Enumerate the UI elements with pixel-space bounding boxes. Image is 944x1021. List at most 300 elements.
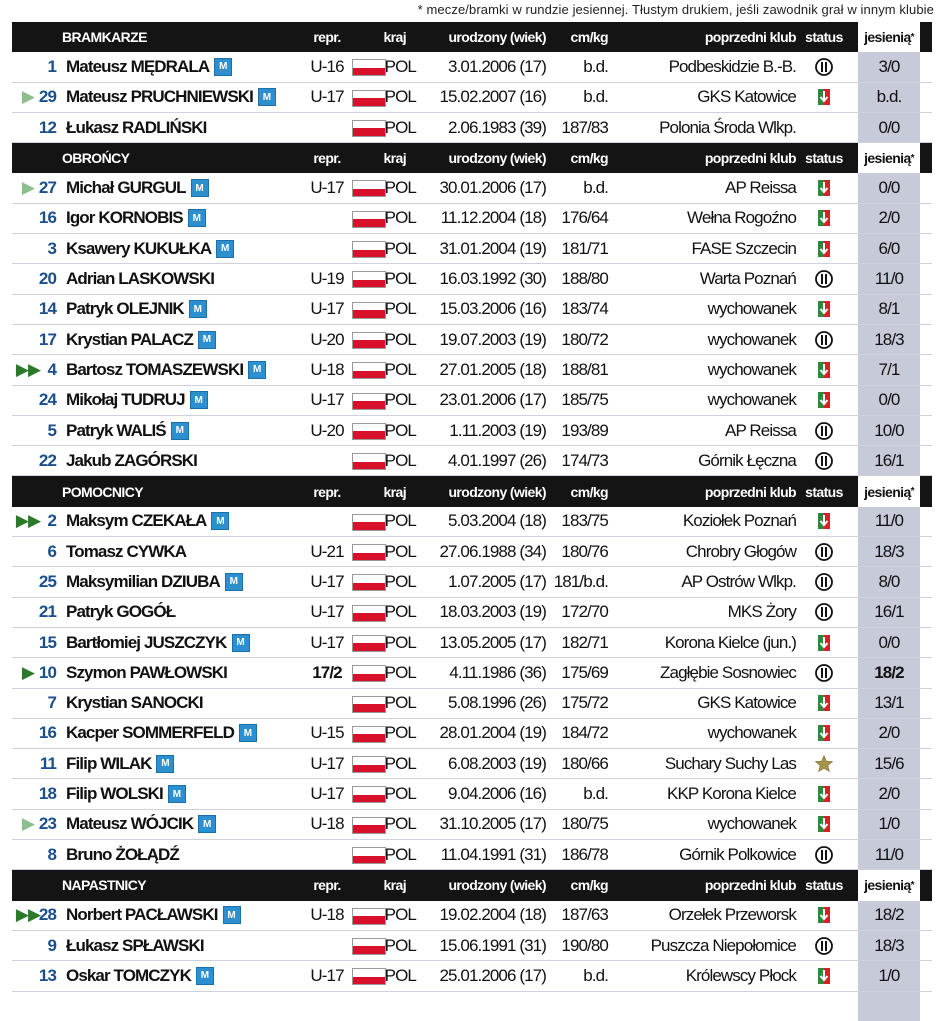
poland-flag-icon [352, 938, 386, 955]
player-name-text: Oskar TOMCZYK [66, 965, 191, 985]
player-name [66, 295, 207, 324]
autumn-stats: 10/0 [874, 420, 904, 440]
status-circle-icon [804, 325, 844, 354]
player-name [66, 689, 203, 718]
poland-flag-icon [352, 453, 386, 470]
poland-flag-icon [352, 756, 386, 773]
status-circle-icon [804, 52, 844, 81]
previous-club: Polonia Środa Wlkp. [659, 117, 796, 137]
player-name [66, 416, 189, 445]
flag-white [353, 121, 385, 129]
shirt-number: 3 [47, 238, 56, 258]
poland-flag-icon [352, 423, 386, 440]
section-title: BRAMKARZE [62, 29, 147, 46]
shirt-number: 29 [38, 87, 56, 107]
header-urodzony: urodzony (wiek) [448, 483, 546, 500]
player-name [66, 446, 197, 475]
player-name-text: Krystian SANOCKI [66, 693, 203, 713]
previous-club: FASE Szczecin [691, 238, 796, 258]
flag-white [353, 818, 385, 826]
player-name-text: Patryk GOGÓŁ [66, 602, 176, 622]
repr-value: U-17 [310, 632, 344, 652]
height-weight: 174/73 [561, 450, 608, 470]
section-header [12, 870, 932, 900]
transfer-arrow-icon: ▶▶ [15, 511, 41, 531]
birth-date: 19.07.2003 (19) [439, 329, 546, 349]
autumn-stats: 6/0 [878, 238, 900, 258]
transfer-arrow-icon: ▶ [21, 662, 35, 682]
header-jesienia [858, 22, 920, 52]
birth-date: 9.04.2006 (16) [448, 784, 546, 804]
repr-value: U-17 [310, 571, 344, 591]
birth-date: 28.01.2004 (19) [439, 723, 546, 743]
flag-red [353, 522, 385, 530]
status-down-icon [804, 204, 844, 233]
birth-date: 31.01.2004 (19) [439, 238, 546, 258]
player-name-text: Krystian PALACZ [66, 329, 193, 349]
repr-value: U-20 [310, 420, 344, 440]
status-down-icon [804, 719, 844, 748]
poland-flag-icon [352, 817, 386, 834]
header-poprzedni: poprzedni klub [704, 877, 796, 894]
birth-date: 31.10.2005 (17) [439, 814, 546, 834]
country: POL [384, 269, 416, 289]
player-row [12, 840, 932, 870]
youth-badge-icon: M [225, 573, 243, 591]
header-poprzedni: poprzedni klub [704, 29, 796, 46]
poland-flag-icon [352, 514, 386, 531]
player-row [12, 779, 932, 809]
flag-white [353, 939, 385, 947]
status-circle-icon [804, 598, 844, 627]
status-down-icon [804, 295, 844, 324]
birth-date: 19.02.2004 (18) [439, 905, 546, 925]
shirt-number: 13 [38, 965, 56, 985]
previous-club: Górnik Łęczna [698, 450, 796, 470]
height-weight: 183/75 [561, 511, 608, 531]
player-name [66, 658, 227, 687]
shirt-number: 9 [47, 935, 56, 955]
poland-flag-icon [352, 302, 386, 319]
flag-white [353, 787, 385, 795]
previous-club: wychowanek [707, 723, 796, 743]
repr-value [304, 113, 350, 142]
status-circle-icon [804, 264, 844, 293]
player-row [12, 689, 932, 719]
country: POL [384, 935, 416, 955]
repr-value [304, 689, 350, 718]
shirt-number: 16 [38, 723, 56, 743]
flag-white [353, 60, 385, 68]
height-weight: 193/89 [561, 420, 608, 440]
autumn-stats: 8/1 [878, 299, 900, 319]
flag-red [353, 946, 385, 954]
player-name-text: Mikołaj TUDRUJ [66, 390, 185, 410]
header-jesienia [858, 476, 920, 506]
player-row [12, 810, 932, 840]
shirt-number: 7 [47, 693, 56, 713]
status-down-icon [804, 234, 844, 263]
player-name [66, 810, 216, 839]
height-weight: 175/72 [561, 693, 608, 713]
poland-flag-icon [352, 696, 386, 713]
player-row [12, 295, 932, 325]
autumn-stats: 0/0 [878, 117, 900, 137]
repr-value: U-17 [310, 299, 344, 319]
previous-club: wychowanek [707, 814, 796, 834]
transfer-arrow-icon: ▶ [21, 87, 35, 107]
flag-white [353, 272, 385, 280]
country: POL [384, 723, 416, 743]
height-weight: 185/75 [561, 390, 608, 410]
autumn-stats: 2/0 [878, 208, 900, 228]
flag-red [353, 613, 385, 621]
birth-date: 11.04.1991 (31) [440, 844, 546, 864]
autumn-stats: 16/1 [874, 450, 904, 470]
status-down-icon [804, 901, 844, 930]
flag-red [353, 643, 385, 651]
header-poprzedni: poprzedni klub [704, 483, 796, 500]
autumn-stats: 18/3 [874, 541, 904, 561]
country: POL [384, 662, 416, 682]
autumn-stats: 2/0 [878, 784, 900, 804]
player-row [12, 628, 932, 658]
player-row [12, 507, 932, 537]
country: POL [384, 329, 416, 349]
player-name [66, 537, 186, 566]
country: POL [384, 178, 416, 198]
repr-value: U-16 [310, 56, 344, 76]
header-repr: repr. [313, 29, 341, 46]
status-down-icon [804, 386, 844, 415]
status-circle-icon [804, 446, 844, 475]
flag-red [353, 250, 385, 258]
status-circle-icon [804, 416, 844, 445]
header-urodzony: urodzony (wiek) [448, 877, 546, 894]
height-weight: 190/80 [561, 935, 608, 955]
birth-date: 23.01.2006 (17) [439, 390, 546, 410]
repr-value: U-18 [310, 359, 344, 379]
youth-badge-icon: M [198, 815, 216, 833]
player-row [12, 234, 932, 264]
height-weight: 172/70 [561, 602, 608, 622]
previous-club: Królewscy Płock [685, 965, 796, 985]
shirt-number: 6 [47, 541, 56, 561]
repr-value: U-18 [310, 814, 344, 834]
poland-flag-icon [352, 90, 386, 107]
previous-club: AP Ostrów Wlkp. [681, 571, 796, 591]
flag-white [353, 666, 385, 674]
poland-flag-icon [352, 180, 386, 197]
previous-club: KKP Korona Kielce [667, 784, 796, 804]
shirt-number: 21 [38, 602, 56, 622]
birth-date: 1.07.2005 (17) [448, 571, 546, 591]
youth-badge-icon: M [188, 209, 206, 227]
flag-red [353, 401, 385, 409]
poland-flag-icon [352, 635, 386, 652]
header-jesienia [858, 870, 920, 900]
autumn-stats: 7/1 [878, 359, 900, 379]
previous-club: Chrobry Głogów [685, 541, 796, 561]
previous-club: AP Reissa [725, 420, 796, 440]
poland-flag-icon [352, 393, 386, 410]
country: POL [384, 208, 416, 228]
player-name-text: Kacper SOMMERFELD [66, 723, 234, 743]
shirt-number: 20 [38, 269, 56, 289]
flag-white [353, 575, 385, 583]
player-row [12, 446, 932, 476]
flag-white [353, 697, 385, 705]
birth-date: 25.01.2006 (17) [439, 965, 546, 985]
player-name-text: Szymon PAWŁOWSKI [66, 662, 227, 682]
youth-badge-icon: M [191, 179, 209, 197]
header-cmkg: cm/kg [570, 29, 608, 46]
previous-club: Zagłębie Sosnowiec [660, 662, 796, 682]
player-row [12, 386, 932, 416]
poland-flag-icon [352, 574, 386, 591]
previous-club: Warta Poznań [699, 269, 796, 289]
poland-flag-icon [352, 59, 386, 76]
country: POL [384, 56, 416, 76]
poland-flag-icon [352, 544, 386, 561]
player-name [66, 52, 232, 81]
player-row [12, 325, 932, 355]
shirt-number: 15 [38, 632, 56, 652]
section-header [12, 476, 932, 506]
flag-white [353, 91, 385, 99]
country: POL [384, 844, 416, 864]
previous-club: Podbeskidzie B.-B. [668, 56, 796, 76]
country: POL [384, 299, 416, 319]
player-row [12, 567, 932, 597]
flag-white [353, 424, 385, 432]
player-row [12, 749, 932, 779]
youth-badge-icon: M [211, 512, 229, 530]
shirt-number: 14 [38, 299, 56, 319]
player-row [12, 658, 932, 688]
transfer-arrow-icon: ▶ [21, 814, 35, 834]
player-name-text: Igor KORNOBIS [66, 208, 183, 228]
previous-club: Orzełek Przeworsk [668, 905, 796, 925]
player-row [12, 961, 932, 991]
status-circle-icon [804, 931, 844, 960]
flag-white [353, 394, 385, 402]
squad-table [12, 22, 932, 992]
header-kraj: kraj [383, 483, 406, 500]
youth-badge-icon: M [216, 240, 234, 258]
player-name [66, 628, 250, 657]
height-weight: 181/71 [561, 238, 608, 258]
repr-value [304, 507, 350, 536]
youth-badge-icon: M [156, 755, 174, 773]
transfer-arrow-icon: ▶ [21, 178, 35, 198]
header-repr: repr. [313, 483, 341, 500]
player-row [12, 204, 932, 234]
autumn-stats: 16/1 [874, 602, 904, 622]
header-jesienia-label: jesienią [864, 150, 911, 167]
player-name [66, 264, 214, 293]
birth-date: 13.05.2005 (17) [439, 632, 546, 652]
height-weight: 184/72 [561, 723, 608, 743]
flag-white [353, 848, 385, 856]
flag-white [353, 363, 385, 371]
flag-white [353, 333, 385, 341]
header-repr: repr. [313, 877, 341, 894]
height-weight: 182/71 [561, 632, 608, 652]
player-row [12, 931, 932, 961]
repr-value: U-17 [310, 87, 344, 107]
player-name [66, 719, 257, 748]
youth-badge-icon: M [189, 300, 207, 318]
player-name-text: Patryk OLEJNIK [66, 299, 184, 319]
flag-white [353, 212, 385, 220]
flag-white [353, 606, 385, 614]
shirt-number: 27 [38, 178, 56, 198]
flag-red [353, 98, 385, 106]
player-name [66, 931, 204, 960]
header-jesienia-star: * [910, 31, 914, 43]
birth-date: 6.08.2003 (19) [448, 753, 546, 773]
status-circle-icon [804, 567, 844, 596]
header-kraj: kraj [383, 877, 406, 894]
player-name [66, 83, 276, 112]
header-urodzony: urodzony (wiek) [448, 150, 546, 167]
country: POL [384, 571, 416, 591]
player-name [66, 840, 179, 869]
shirt-number: 12 [38, 117, 56, 137]
birth-date: 27.01.2005 (18) [439, 359, 546, 379]
shirt-number: 5 [47, 420, 56, 440]
shirt-number: 16 [38, 208, 56, 228]
previous-club: Puszcza Niepołomice [650, 935, 796, 955]
flag-white [353, 757, 385, 765]
player-name [66, 961, 214, 990]
player-name-text: Łukasz RADLIŃSKI [66, 117, 207, 137]
height-weight: 183/74 [561, 299, 608, 319]
youth-badge-icon: M [232, 634, 250, 652]
shirt-number: 28 [38, 905, 56, 925]
header-kraj: kraj [383, 29, 406, 46]
player-name-text: Bartłomiej JUSZCZYK [66, 632, 227, 652]
shirt-number: 22 [38, 450, 56, 470]
player-row [12, 355, 932, 385]
autumn-stats: 1/0 [878, 965, 900, 985]
autumn-stats: 0/0 [878, 390, 900, 410]
autumn-stats: 1/0 [878, 814, 900, 834]
birth-date: 15.06.1991 (31) [439, 935, 546, 955]
autumn-stats: 0/0 [878, 632, 900, 652]
flag-red [353, 916, 385, 924]
height-weight: 180/66 [561, 753, 608, 773]
height-weight: 188/80 [561, 269, 608, 289]
height-weight: 175/69 [561, 662, 608, 682]
flag-red [353, 674, 385, 682]
flag-red [353, 856, 385, 864]
previous-club: wychowanek [707, 390, 796, 410]
shirt-number: 1 [47, 56, 56, 76]
birth-date: 15.02.2007 (16) [439, 87, 546, 107]
height-weight: 180/76 [561, 541, 608, 561]
country: POL [384, 511, 416, 531]
repr-value: U-17 [310, 602, 344, 622]
birth-date: 30.01.2006 (17) [439, 178, 546, 198]
autumn-stats: 3/0 [878, 56, 900, 76]
transfer-arrow-icon: ▶▶ [15, 905, 41, 925]
height-weight: b.d. [583, 178, 608, 198]
header-status: status [805, 29, 843, 46]
country: POL [384, 602, 416, 622]
poland-flag-icon [352, 908, 386, 925]
country: POL [384, 450, 416, 470]
previous-club: Koziołek Poznań [682, 511, 796, 531]
status-down-icon [804, 810, 844, 839]
height-weight: 187/63 [561, 905, 608, 925]
height-weight: b.d. [583, 965, 608, 985]
player-name-text: Bartosz TOMASZEWSKI [66, 359, 244, 379]
player-name-text: Maksymilian DZIUBA [66, 571, 220, 591]
birth-date: 5.03.2004 (18) [448, 511, 546, 531]
header-jesienia-star: * [910, 879, 914, 891]
height-weight: b.d. [583, 56, 608, 76]
player-row [12, 113, 932, 143]
autumn-stats: 11/0 [874, 511, 904, 531]
poland-flag-icon [352, 786, 386, 803]
height-weight: 180/75 [561, 814, 608, 834]
youth-badge-icon: M [198, 331, 216, 349]
height-weight: 186/78 [561, 844, 608, 864]
country: POL [384, 390, 416, 410]
player-name-text: Mateusz PRUCHNIEWSKI [66, 87, 253, 107]
header-repr: repr. [313, 150, 341, 167]
shirt-number: 23 [38, 814, 56, 834]
player-name [66, 567, 243, 596]
status-none-icon [804, 113, 844, 142]
height-weight: 181/b.d. [553, 571, 608, 591]
flag-red [353, 68, 385, 76]
player-name-text: Łukasz SPŁAWSKI [66, 935, 204, 955]
autumn-stats: 2/0 [878, 723, 900, 743]
player-row [12, 52, 932, 82]
player-name-text: Norbert PACŁAWSKI [66, 905, 218, 925]
player-name-text: Mateusz MĘDRALA [66, 56, 210, 76]
birth-date: 18.03.2003 (19) [439, 602, 546, 622]
flag-white [353, 969, 385, 977]
player-row [12, 598, 932, 628]
flag-red [353, 765, 385, 773]
shirt-number: 10 [38, 662, 56, 682]
player-row [12, 264, 932, 294]
height-weight: 176/64 [561, 208, 608, 228]
status-down-icon [804, 173, 844, 202]
header-status: status [805, 483, 843, 500]
flag-white [353, 454, 385, 462]
player-name [66, 234, 234, 263]
autumn-stats: 18/3 [874, 329, 904, 349]
player-name-text: Adrian LASKOWSKI [66, 269, 215, 289]
footnote: * mecze/bramki w rundzie jesiennej. Tłustym drukiem, jeśli zawodnik grał w innym klubie [417, 2, 934, 17]
player-row [12, 416, 932, 446]
player-row [12, 83, 932, 113]
player-row [12, 537, 932, 567]
previous-club: Górnik Polkowice [679, 844, 796, 864]
previous-club: Suchary Suchy Las [664, 753, 796, 773]
flag-red [353, 583, 385, 591]
flag-red [353, 825, 385, 833]
poland-flag-icon [352, 271, 386, 288]
flag-white [353, 242, 385, 250]
previous-club: wychowanek [707, 329, 796, 349]
country: POL [384, 814, 416, 834]
